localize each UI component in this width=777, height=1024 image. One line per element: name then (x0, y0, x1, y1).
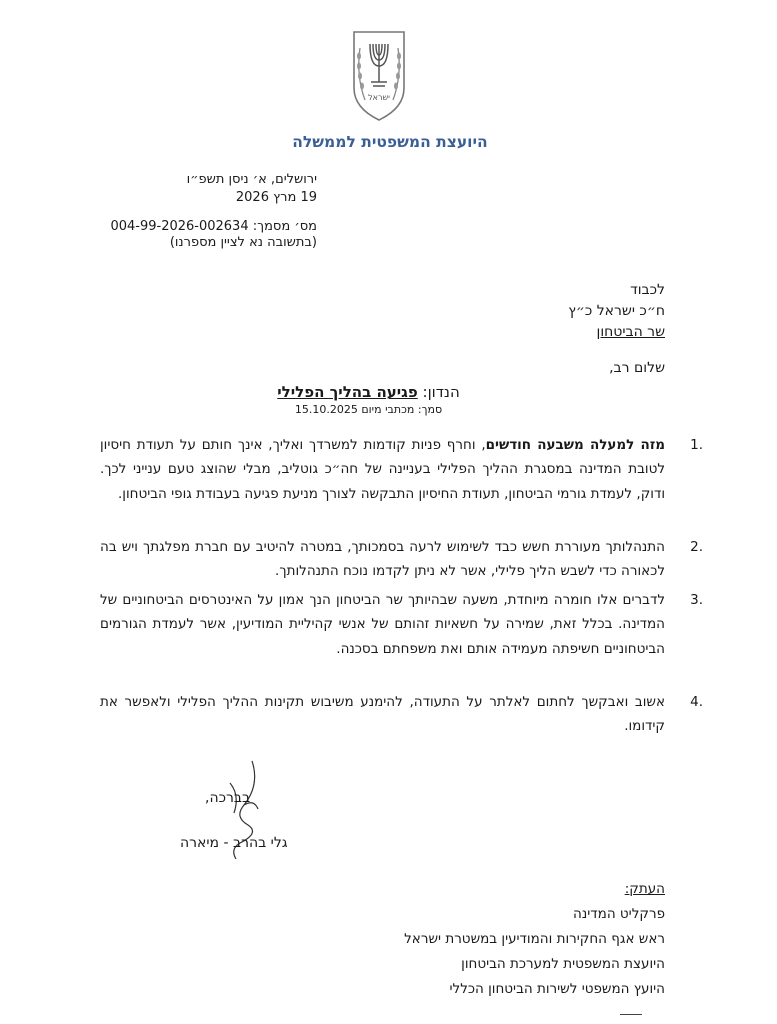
reply-note: (בתשובה נא לציין מספרנו) (169, 235, 317, 250)
date-gregorian: 19 מרץ 2026 (235, 190, 317, 205)
recipient-title: שר הביטחון (596, 324, 665, 340)
signature-closing: בברכה, (205, 790, 251, 806)
copies-title: העתק: (624, 881, 665, 897)
greeting: שלום רב, (609, 360, 665, 376)
menorah-emblem-icon (351, 28, 407, 124)
copy-recipient: פרקליט המדינה (573, 906, 665, 922)
copy-recipient: היועצת המשפטית למערכת הביטחון (461, 956, 665, 972)
copy-recipient: ראש אגף החקירות והמודיעין במשטרת ישראל (404, 931, 665, 947)
paragraph-4: .4 אשוב ואבקשך לחתום לאלתר על התעודה, להימנע משיבוש תקינות ההליך הפלילי ולאפשר את קידומו. (100, 694, 703, 735)
subject-line (80, 383, 657, 401)
office-name: היועצת המשפטית לממשלה (292, 133, 488, 151)
paragraph-1: .1 מזה למעלה משבעה חודשים, וחרף פניות קודמות למשרדך ואליך, אינך חותם על תעודת חיסיון לטובת המדינה במסגרת ההליך הפלילי בעניינה של חה״כ גוטליב, מבלי שהוצג טעם ענייני לכך. ודוק, לעמדת גורמי הביטחון, תעודת החיסיון התבקשה לצורך מניעת פגיעה בעבודת גופי הביטחון. (100, 437, 703, 502)
state-emblem (351, 28, 407, 124)
footer-divider (620, 1014, 642, 1015)
document-number: מס׳ מסמך: 004-99-2026-002634 (110, 219, 317, 234)
date-hebrew: ירושלים, א׳ ניסן תשפ״ו (186, 172, 317, 187)
copies-list (404, 877, 665, 1002)
recipient-name: ח״כ ישראל כ״ץ (568, 303, 665, 319)
copy-recipient: היועץ המשפטי לשירות הביטחון הכללי (449, 981, 665, 997)
paragraph-3: .3 לדברים אלו חומרה מיוחדת, משעה שבהיותך שר הביטחון הנך אמון על האינטרסים הביטחוניים של המדינה. בכלל זאת, שמירה על חשאיות זהותם של אנשי קהיליית המודיעין, אשר לעמדת הגורמים הביטחוניים חשיפתה מעמידה אותם ואת משפחתם בסכנה. (100, 592, 703, 657)
signatory-name: גלי בהרב - מיארה (180, 835, 288, 851)
recipient-honorific: לכבוד (630, 282, 665, 298)
paragraph-2: .2 התנהלותך מעוררת חשש כבד לשימוש לרעה בסמכותך, במטרה להיטיב עם חברת מפלגתך ויש בה לכאורה כדי לשבש הליך פלילי, אשר לא ניתן לקדמו נוכח התנהלותך. (100, 539, 703, 580)
subject-value: פגיעה בהליך הפלילי (277, 383, 418, 401)
subject-reference: סמך: מכתבי מיום 15.10.2025 (294, 403, 443, 416)
svg-text:ישראל: ישראל (368, 93, 390, 102)
subject-label: הנדון: (422, 383, 460, 401)
